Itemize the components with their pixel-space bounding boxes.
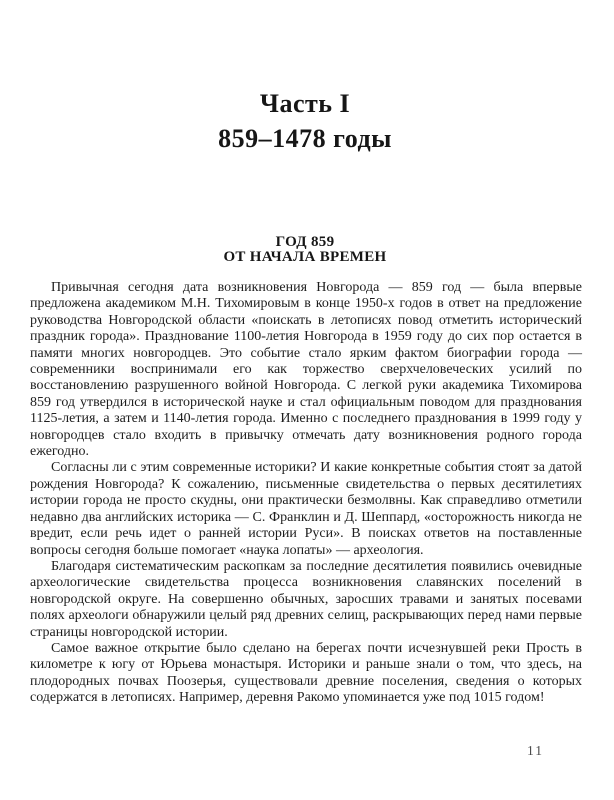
paragraph: Согласны ли с этим современные историки? И какие конкретные события стоят за датой рождения Новгорода? К сожалению, письменные свидетельства о первых десятилетиях истории города не просто скудны, они практически безмолвны. Как справедливо отметили недавно два английских историка — С. Франклин и Д. Шеппард, «осторожность никогда не вредит, если речь идет о ранней истории Руси». В поисках ответов на поставленные вопросы сегодня больше помогает «наука лопаты» — археология. [30,460,582,558]
part-number: Часть I [259,89,351,118]
part-title [0,86,610,156]
paragraph: Благодаря систематическим раскопкам за последние десятилетия появились очевидные археологические свидетельства процесса возникновения славянских поселений в новгородской округе. На совершенно обычных, заросших травами и занятых посевами полях археологи обнаружили целый ряд древних селищ, раскрывающих перед нами первые страницы новгородской истории. [30,558,582,640]
chapter-subtitle: ОТ НАЧАЛА ВРЕМЕН [223,249,387,265]
chapter-year: ГОД 859 [275,234,335,250]
paragraph: Самое важное открытие было сделано на берегах почти исчезнувшей реки Прость в километре к югу от Юрьева монастыря. Историки и раньше знали о том, что здесь, на плодородных почвах Поозерья, существовали древние поселения, сведения о которых содержатся в летописях. Например, деревня Ракомо упоминается уже под 1015 годом! [30,640,582,706]
part-years: 859–1478 годы [218,124,392,153]
chapter-heading [0,235,610,265]
paragraph: Привычная сегодня дата возникновения Новгорода — 859 год — была впервые предложена академиком М.Н. Тихомировым в конце 1950-х годов в ответ на предложение руководства Новгородской области «поискать в летописях повод отметить исторический праздник города». Празднование 1100-летия Новгорода в 1959 году до сих пор остается в памяти многих новгородцев. Это событие стало ярким фактом биографии города — современники воспринимали его как торжество сверхчеловеческих усилий по восстановлению разрушенного войной Новгорода. С легкой руки академика Тихомирова 859 год утвердился в исторической науке и стал официальным поводом для празднования 1125-летия, а затем и 1140-летия города. Именно с последнего празднования в 1999 году у новгородцев стало входить в привычку отмечать дату возникновения родного города ежегодно. [30,280,582,460]
page-number: 11 [527,743,544,758]
body-text [30,280,582,707]
